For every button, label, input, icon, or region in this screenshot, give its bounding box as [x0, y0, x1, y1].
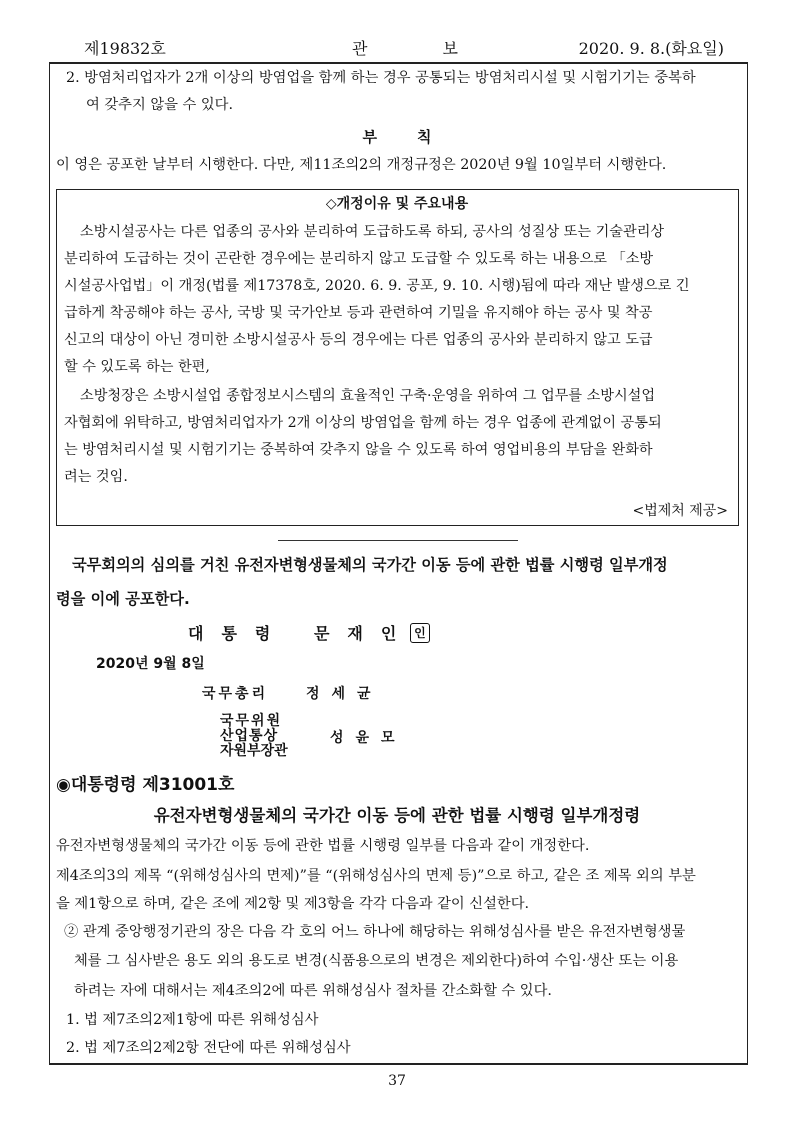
prime-minister-name: 정세균	[306, 686, 383, 702]
minister-name: 성윤모	[330, 730, 407, 746]
minister-title-2: 산업통상	[220, 728, 279, 744]
addenda-text: 이 영은 공포한 날부터 시행한다. 다만, 제11조의2의 개정규정은 2020년 9월 10일부터 시행한다.	[56, 157, 667, 173]
decree-line: 1. 법 제7조의2제1항에 따른 위해성심사	[66, 1012, 319, 1028]
decree-line: 2. 법 제7조의2제2항 전단에 따른 위해성심사	[66, 1040, 351, 1056]
section-divider	[278, 540, 518, 541]
decree-line: ② 관계 중앙행정기관의 장은 다음 각 호의 어느 하나에 해당하는 위해성심사를 받은 유전자변형생물	[64, 924, 686, 940]
decree-line: 을 제1항으로 하며, 같은 조에 제2항 및 제3항을 각각 다음과 같이 신설한다.	[56, 896, 530, 912]
reason-line: 할 수 있도록 하는 한편,	[64, 359, 210, 375]
decree-line: 제4조의3의 제목 “(위해성심사의 면제)”를 “(위해성심사의 면제 등)”으로 하고, 같은 조 제목 외의 부분	[56, 868, 696, 884]
official-seal-icon: 인	[410, 623, 430, 643]
president-title: 대통령	[188, 624, 289, 643]
president-name: 문재인	[313, 624, 415, 643]
decree-line: 유전자변형생물체의 국가간 이동 등에 관한 법률 시행령 일부를 다음과 같이 개정한다.	[56, 838, 590, 854]
reason-line: 려는 것임.	[64, 469, 128, 485]
reason-box-title: ◇개정이유 및 주요내용	[325, 196, 469, 212]
reason-line: 소방청장은 소방시설업 종합정보시스템의 효율적인 구축·운영을 위하여 그 업무를 소방시설업	[80, 388, 656, 404]
decree-line: 체를 그 심사받은 용도 외의 용도로 변경(식품용으로의 변경은 제외한다)하여 수입·생산 또는 이용	[74, 953, 679, 969]
gazette-title: 관보	[352, 39, 533, 58]
minister-title-1: 국무위원	[220, 713, 283, 729]
decree-number: ◉대통령령 제31001호	[56, 775, 235, 795]
president-signature	[188, 621, 430, 644]
intro-item-2-line-2: 여 갖추지 않을 수 있다.	[86, 97, 234, 113]
decree-title: 유전자변형생물체의 국가간 이동 등에 관한 법률 시행령 일부개정령	[153, 806, 641, 825]
addenda-title: 부칙	[362, 128, 472, 146]
promulgation-line-2: 령을 이에 공포한다.	[56, 590, 190, 608]
issue-date: 2020. 9. 8.(화요일)	[578, 39, 724, 58]
issue-number: 제19832호	[84, 39, 166, 58]
prime-minister-title: 국무총리	[202, 686, 269, 702]
reason-line: 는 방염처리시설 및 시험기기는 중복하여 갖추지 않을 수 있도록 하여 영업비용의 부담을 완화하	[64, 442, 653, 458]
promulgation-date: 2020년 9월 8일	[96, 656, 205, 672]
reason-line: 신고의 대상이 아닌 경미한 소방시설공사 등의 경우에는 다른 업종의 공사와 분리하지 않고 도급	[64, 332, 653, 348]
reason-line: 시설공사업법」이 개정(법률 제17378호, 2020. 6. 9. 공포, 9. 10. 시행)됨에 따라 재난 발생으로 긴	[64, 278, 690, 294]
promulgation-line-1: 국무회의의 심의를 거친 유전자변형생물체의 국가간 이동 등에 관한 법률 시행령 일부개정	[72, 556, 668, 574]
reason-line: 자협회에 위탁하고, 방염처리업자가 2개 이상의 방염업을 함께 하는 경우 업종에 관계없이 공통되	[64, 415, 662, 431]
decree-line: 하려는 자에 대해서는 제4조의2에 따른 위해성심사 절차를 간소화할 수 있다.	[74, 983, 552, 999]
page-header	[84, 36, 724, 62]
reason-line: 소방시설공사는 다른 업종의 공사와 분리하여 도급하도록 하되, 공사의 성질상 또는 기술관리상	[80, 224, 665, 240]
minister-title-3: 자원부장관	[220, 743, 288, 759]
reason-line: 급하게 착공해야 하는 공사, 국방 및 국가안보 등과 관련하여 기밀을 유지해야 하는 공사 및 착공	[64, 305, 653, 321]
intro-item-2-line-1: 2. 방염처리업자가 2개 이상의 방염업을 함께 하는 경우 공통되는 방염처리시설 및 시험기기는 중복하	[66, 70, 696, 86]
page-number: 37	[388, 1073, 406, 1089]
credit-note: <법제처 제공>	[632, 503, 728, 519]
reason-line: 분리하여 도급하는 것이 곤란한 경우에는 분리하지 않고 도급할 수 있도록 하는 내용으로 「소방	[64, 251, 654, 267]
